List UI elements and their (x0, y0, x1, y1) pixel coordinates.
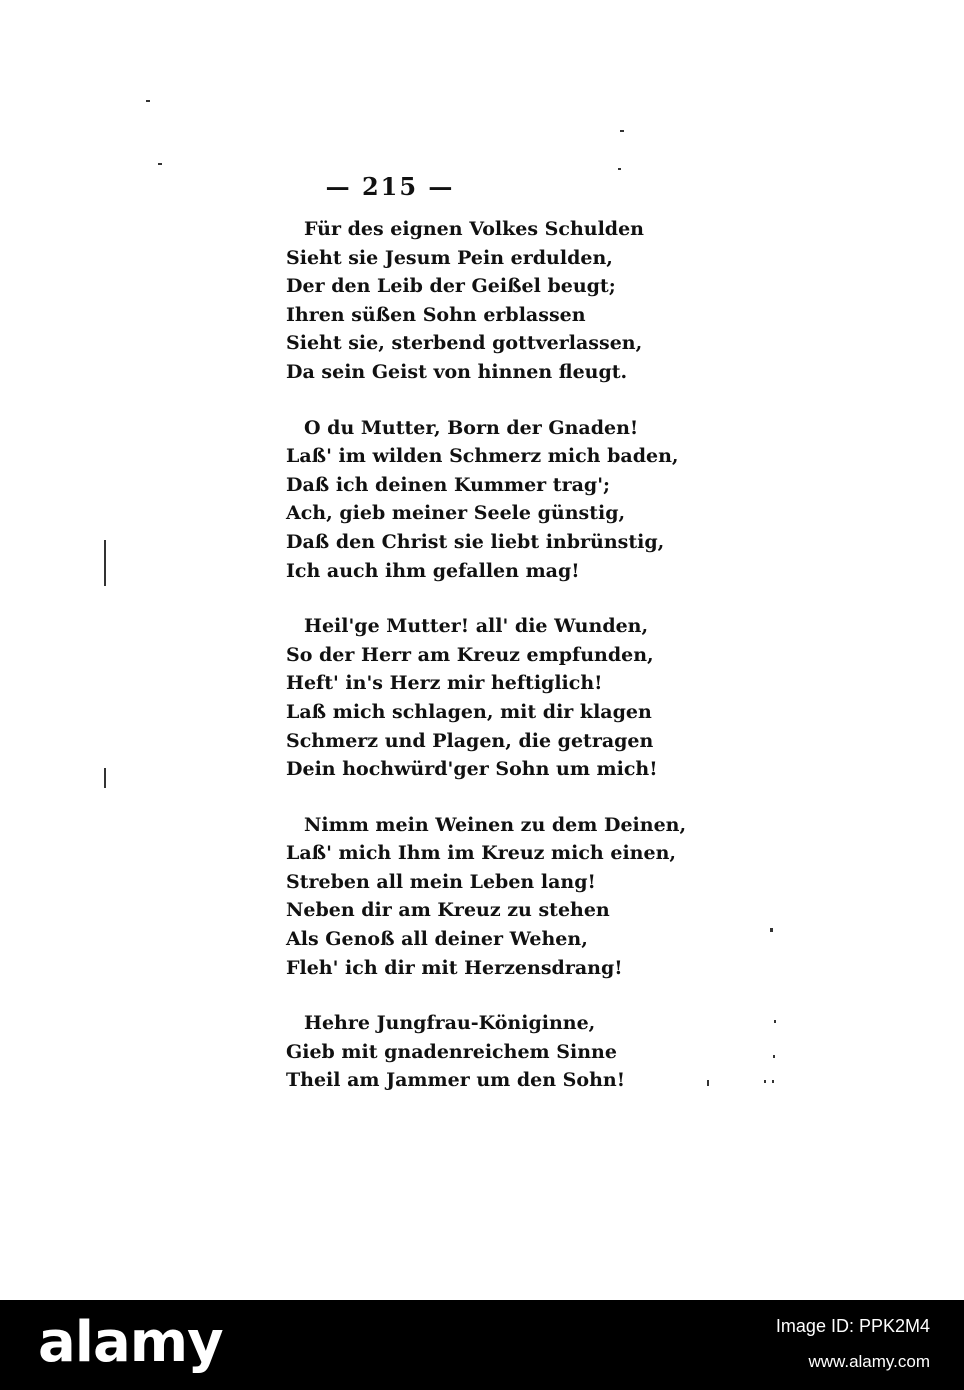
poem-line: Gieb mit gnadenreichem Sinne (286, 1040, 617, 1063)
stanza-2 (286, 414, 679, 586)
poem-line: O du Mutter, Born der Gnaden! (304, 416, 639, 439)
scan-artifact (707, 1080, 709, 1086)
alamy-logo: alamy (38, 1310, 223, 1375)
watermark-footer (0, 1300, 964, 1390)
poem-line: Ich auch ihm gefallen mag! (286, 559, 580, 582)
scan-artifact (773, 1055, 775, 1058)
poem-line: Sieht sie, sterbend gottverlassen, (286, 332, 643, 355)
poem-line: Sieht sie Jesum Pein erdulden, (286, 246, 613, 269)
poem-line: Da sein Geist von hinnen fleugt. (286, 360, 628, 383)
poem-line: Daß ich deinen Kummer trag'; (286, 473, 611, 496)
poem-line: Neben dir am Kreuz zu stehen (286, 899, 610, 922)
poem-line: Ach, gieb meiner Seele günstig, (286, 502, 626, 525)
scan-artifact (770, 928, 773, 932)
poem-line: Laß mich schlagen, mit dir klagen (286, 700, 652, 723)
scan-artifact (158, 163, 162, 165)
poem-line: Schmerz und Plagen, die getragen (286, 729, 654, 752)
scan-artifact (764, 1080, 766, 1083)
poem-line: Hehre Jungfrau-Königinne, (304, 1012, 596, 1035)
stanza-3 (286, 612, 666, 784)
scan-artifact (620, 130, 624, 132)
poem-line: Der den Leib der Geißel beugt; (286, 275, 616, 298)
poem-line: Dein hochwürd'ger Sohn um mich! (286, 758, 658, 781)
poem-line: Theil am Jammer um den Sohn! (286, 1069, 626, 1092)
scan-artifact (146, 100, 150, 102)
scan-artifact (618, 168, 621, 170)
stanza-1 (286, 215, 666, 387)
poem-line: Heft' in's Herz mir heftiglich! (286, 672, 603, 695)
image-id: Image ID: PPK2M4 (775, 1316, 930, 1336)
poem-line: Als Genoß all deiner Wehen, (286, 928, 588, 951)
poem-line: Laß' im wilden Schmerz mich baden, (286, 445, 679, 468)
poem-line: Streben all mein Leben lang! (286, 870, 596, 893)
stanza-4 (286, 811, 687, 983)
poem-line: So der Herr am Kreuz empfunden, (286, 643, 654, 666)
poem-line: Für des eignen Volkes Schulden (304, 218, 644, 240)
poem-line: Heil'ge Mutter! all' die Wunden, (304, 615, 649, 638)
poem-line: Ihren süßen Sohn erblassen (286, 303, 586, 326)
poem-line: Nimm mein Weinen zu dem Deinen, (304, 813, 687, 836)
site-url[interactable]: www.alamy.com (808, 1352, 930, 1371)
poem-line: Laß' mich Ihm im Kreuz mich einen, (286, 842, 677, 865)
page-number: — 215 — (325, 172, 455, 201)
poem (286, 215, 687, 1122)
scan-artifact (772, 1080, 774, 1083)
poem-line: Fleh' ich dir mit Herzensdrang! (286, 956, 623, 979)
scan-artifact (774, 1020, 776, 1023)
stanza-5 (286, 1009, 666, 1095)
scan-artifact (104, 768, 106, 788)
scan-artifact (104, 540, 106, 586)
poem-line: Daß den Christ sie liebt inbrünstig, (286, 530, 665, 553)
